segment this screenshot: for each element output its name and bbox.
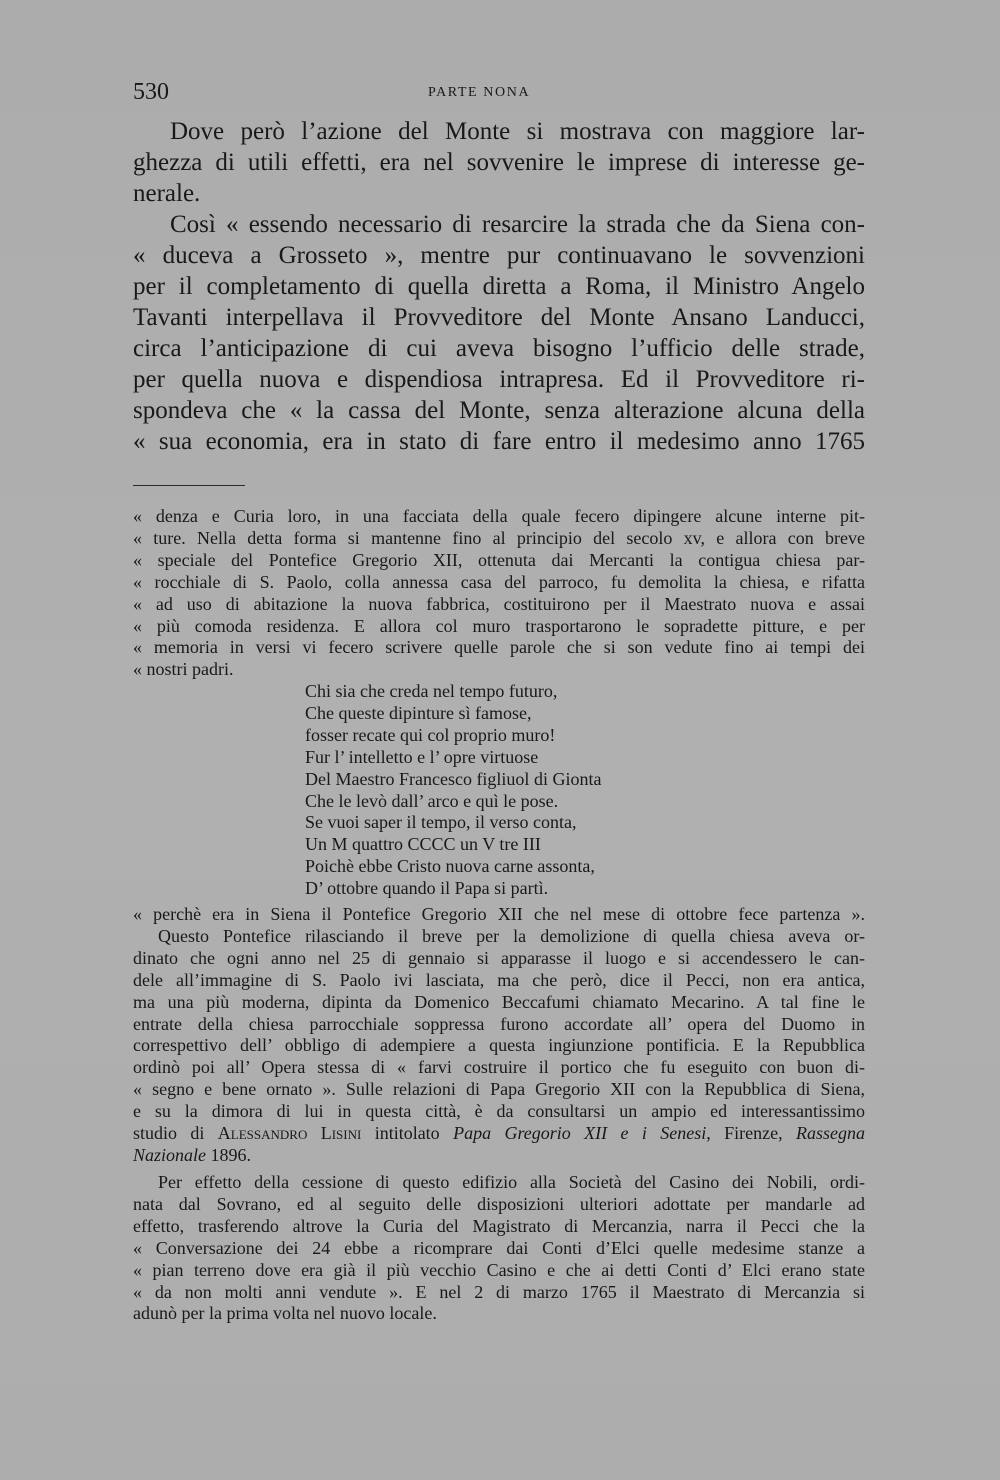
main-line: Tavanti interpellava il Provveditore del Monte Ansano Landucci, [133,304,865,331]
running-title: PARTE NONA [428,85,531,100]
footnote-line: « ad uso di abitazione la nuova fabbrica, costituirono per il Maestrato nuova e assai [133,593,865,614]
footnote-line: Questo Pontefice rilasciando il breve per la demolizione di quella chiesa aveva or- [158,925,865,946]
footnote-quote [133,506,865,681]
citation-text: studio di [133,1123,218,1144]
main-text [133,116,865,457]
footnote-line: e su la dimora di lui in questa città, è da consultarsi un ampio ed interessantissimo [133,1101,865,1122]
main-line: per quella nuova e dispendiosa intrapresa. Ed il Provveditore ri- [133,366,865,393]
footnote-line: adunò per la prima volta nel nuovo locale. [133,1303,437,1324]
footnote-line: Per effetto della cessione di questo edifizio alla Società del Casino dei Nobili, ordi- [158,1172,865,1192]
footnote-line: « nostri padri. [133,659,234,680]
poem-line: Del Maestro Francesco figliuol di Gionta [305,768,602,789]
main-line: « duceva a Grosseto », mentre pur continuavano le sovvenzioni [133,242,865,269]
footnote-paragraph-1 [133,904,865,1167]
footnote-line: « denza e Curia loro, in una facciata della quale fecero dipingere alcune interne pit- [133,506,865,526]
citation-journal: Nazionale [133,1144,207,1165]
footnote-line: « memoria in versi vi fecero scrivere quelle parole che si son vedute fino ai tempi dei [133,637,865,658]
poem [305,681,825,900]
citation-text: , Firenze, [706,1123,796,1144]
footnote-line: entrate della chiesa parrocchiale soppressa furono accordate all’ opera del Duomo in [133,1013,865,1034]
citation-year: 1896. [206,1144,252,1165]
footnote-line: « ture. Nella detta forma si mantenne fino al principio del secolo xv, e allora con breve [133,527,865,548]
footnote-line: dele all’immagine di S. Paolo ivi lasciata, ma che però, dice il Pecci, non era antica, [133,969,865,990]
main-line: ghezza di utili effetti, era nel sovvenire le imprese di interesse ge- [133,149,865,176]
main-line: « sua economia, era in stato di fare entro il medesimo anno 1765 [133,428,865,455]
main-line: circa l’anticipazione di cui aveva bisogno l’ufficio delle strade, [133,335,865,362]
poem-line: Che le levò dall’ arco e quì le pose. [305,790,559,811]
footnote-line: « speciale del Pontefice Gregorio XII, ottenuta dai Mercanti la contigua chiesa par- [133,549,865,570]
poem-line: D’ ottobre quando il Papa si partì. [305,878,549,899]
poem-line: Se vuoi saper il tempo, il verso conta, [305,812,577,833]
poem-line: fosser recate qui col proprio muro! [305,724,556,745]
footnote-line: correspettivo dell’ obbligo di adempiere a questa ingiunzione pontificia. E la Repubblica [133,1035,865,1056]
footnote-line: nata dal Sovrano, ed al seguito delle disposizioni ulteriori adottate per mandarle ad [133,1193,865,1214]
citation-line [133,1123,865,1145]
citation-title: Papa Gregorio XII e i Senesi [453,1123,707,1144]
footnote-line: ma una più moderna, dipinta da Domenico Beccafumi chiamato Mecarino. A tal fine le [133,991,865,1012]
footnote-line: « perchè era in Siena il Pontefice Gregorio XII che nel mese di ottobre fece partenza ». [133,904,865,924]
main-line: per il completamento di quella diretta a Roma, il Ministro Angelo [133,273,865,300]
main-line: Così « essendo necessario di resarcire la strada che da Siena con- [170,211,865,238]
citation-author: Alessandro Lisini [217,1123,362,1144]
poem-line: Che queste dipinture sì famose, [305,702,532,723]
footnote-line: « segno e bene ornato ». Sulle relazioni di Papa Gregorio XII con la Repubblica di Siena, [133,1079,865,1100]
footnote-line: dinato che ogni anno nel 25 di gennaio si apparasse il luogo e si accendessero le can- [133,947,865,968]
footnote-line: « più comoda residenza. E allora col muro trasportarono le sopradette pitture, e per [133,615,865,636]
page-number: 530 [133,79,169,105]
footnote-line: effetto, trasferendo altrove la Curia del Magistrato di Mercanzia, narra il Pecci che la [133,1215,865,1236]
citation-line-end [133,1145,865,1167]
citation-text: intitolato [361,1123,454,1144]
footnote-paragraph-2 [133,1172,865,1325]
main-line: spondeva che « la cassa del Monte, senza alterazione alcuna della [133,397,865,424]
poem-line: Chi sia che creda nel tempo futuro, [305,681,558,701]
footnote-line: « rocchiale di S. Paolo, colla annessa casa del parroco, fu demolita la chiesa, e rifatta [133,571,865,592]
footnote-line: ordinò poi all’ Opera stessa di « farvi costruire il portico che fu eseguito con buon di- [133,1057,865,1078]
main-line: nerale. [133,180,201,207]
poem-line: Fur l’ intelletto e l’ opre virtuose [305,746,539,767]
main-line: Dove però l’azione del Monte si mostrava con maggiore lar- [170,118,865,145]
poem-line: Poichè ebbe Cristo nuova carne assonta, [305,856,595,877]
footnote-line: « Conversazione dei 24 ebbe a ricomprare dai Conti d’Elci quelle medesime stanze a [133,1237,865,1258]
footnote-separator [133,485,245,486]
poem-line: Un M quattro CCCC un V tre III [305,834,541,855]
footnote-line: « pian terreno dove era già il più vecchio Casino e che ai detti Conti d’ Elci erano state [133,1259,865,1280]
footnote-line: « da non molti anni vendute ». E nel 2 di marzo 1765 il Maestrato di Mercanzia si [133,1281,865,1302]
citation-journal: Rassegna [796,1123,865,1144]
